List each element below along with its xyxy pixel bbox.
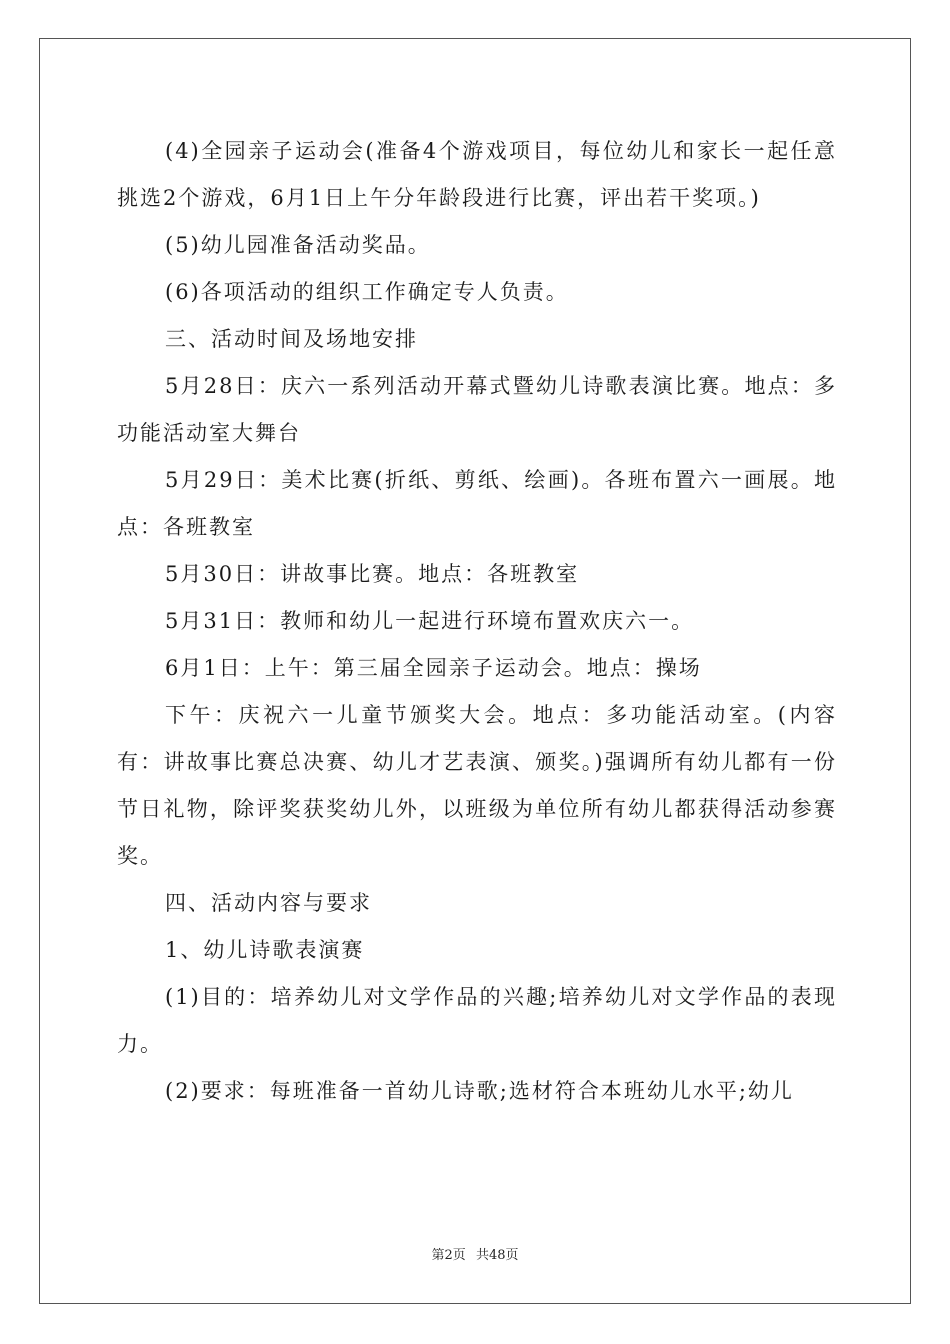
paragraph: 5月30日：讲故事比赛。地点：各班教室 [165, 562, 580, 586]
page-number: 第2页 [431, 1248, 466, 1263]
paragraph: 下午：庆祝六一儿童节颁奖大会。地点：多功能活动室。(内容有：讲故事比赛总决赛、幼儿才艺表演、颁奖。)强调所有幼儿都有一份节日礼物，除评奖获奖幼儿外，以班级为单位所有幼儿都获得活动参赛奖。 [117, 703, 837, 868]
paragraph: (5)幼儿园准备活动奖品。 [165, 233, 431, 257]
paragraph: 6月1日：上午：第三届全园亲子运动会。地点：操场 [165, 656, 702, 680]
paragraph: (1)目的：培养幼儿对文学作品的兴趣;培养幼儿对文学作品的表现力。 [117, 985, 837, 1056]
paragraph: (2)要求：每班准备一首幼儿诗歌;选材符合本班幼儿水平;幼儿 [165, 1079, 794, 1103]
section-heading: 三、活动时间及场地安排 [165, 327, 418, 351]
paragraph: 5月31日：教师和幼儿一起进行环境布置欢庆六一。 [165, 609, 695, 633]
paragraph: 5月29日：美术比赛(折纸、剪纸、绘画)。各班布置六一画展。地点：各班教室 [117, 468, 837, 539]
page-total: 共48页 [475, 1248, 519, 1263]
page-footer [0, 1244, 950, 1263]
paragraph: 5月28日：庆六一系列活动开幕式暨幼儿诗歌表演比赛。地点：多功能活动室大舞台 [117, 374, 837, 445]
paragraph: (6)各项活动的组织工作确定专人负责。 [165, 280, 569, 304]
section-heading: 四、活动内容与要求 [165, 891, 372, 915]
subsection-heading: 1、幼儿诗歌表演赛 [165, 938, 365, 962]
paragraph: (4)全园亲子运动会(准备4个游戏项目，每位幼儿和家长一起任意挑选2个游戏，6月1日上午分年龄段进行比赛，评出若干奖项。) [117, 139, 837, 210]
document-body [117, 128, 837, 1115]
